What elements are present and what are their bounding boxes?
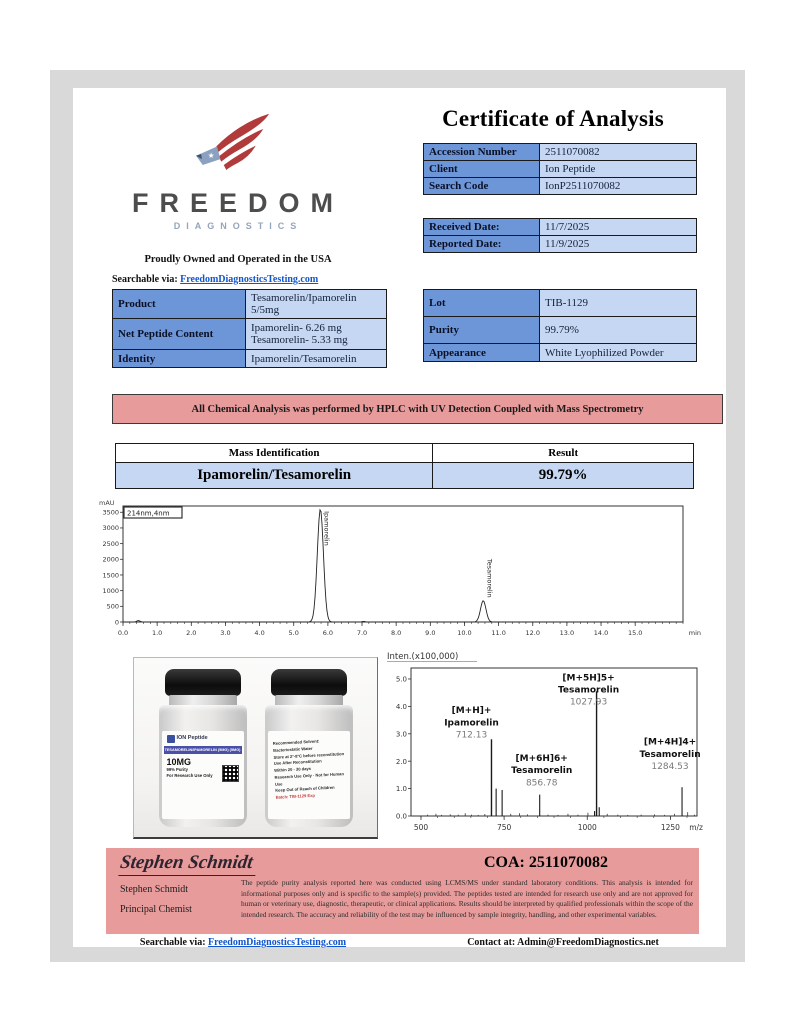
cell-value: Ipamorelin/Tesamorelin [116,462,433,488]
label-purity: 99% Purity [166,767,188,772]
label-brand-text: ION Peptide [176,735,208,742]
svg-text:0: 0 [114,618,119,627]
svg-text:712.13: 712.13 [455,730,488,741]
value-line: Ipamorelin- 6.26 mg [251,322,342,334]
table-row [424,316,696,343]
mass-identification-table [115,443,694,489]
svg-text:4.0: 4.0 [254,629,265,637]
disclaimer-text: The peptide purity analysis reported here was conducted using LCMS/MS under standard laboratory conditions. This analysis is intended for informational purposes only and is specific to the sample(s) provided. The peptides tested are intended for research use only and are not approved for human or veterinary use, diagnostic, therapeutic, or clinical applications. Results should be interpreted by qualified professionals within the scope of the intended research. The accuracy and reliability of the test may be influenced by sample integrity, handling, and other experimental variables. [241,878,693,919]
svg-text:1.0: 1.0 [395,785,407,794]
label-research-use: For Research Use Only [166,773,213,779]
svg-text:9.0: 9.0 [425,629,436,637]
label-dose: 10MG [166,757,192,767]
table-row [424,144,696,160]
vial-back-label [268,731,350,819]
label-line: Keep Out of Reach of Children [274,784,335,794]
signature-script: Stephen Schmidt [120,852,257,876]
svg-text:m/z: m/z [689,823,703,832]
hplc-chromatogram-svg [93,498,705,648]
cell-value: TIB-1129 [540,290,696,316]
brand-subtitle: DIAGNOSTICS [173,221,303,231]
cell-value: Ion Peptide [540,161,696,177]
table-row [424,177,696,194]
svg-text:10.0: 10.0 [457,629,472,637]
label-line: Use After Reconstitution [273,758,322,767]
brand-name: FREEDOM [132,188,344,218]
cell-label: Received Date: [424,219,540,235]
table-row [424,343,696,361]
cell-value [246,290,386,318]
svg-text:0.0: 0.0 [117,629,129,637]
svg-text:2.0: 2.0 [186,629,197,637]
svg-text:★: ★ [207,151,215,161]
svg-text:2.0: 2.0 [395,757,407,766]
svg-text:13.0: 13.0 [559,629,575,637]
value-line: Ipamorelin/Tesamorelin [251,352,357,365]
table-row [113,318,386,349]
svg-text:[M+4H]4+: [M+4H]4+ [643,737,697,748]
svg-text:7.0: 7.0 [356,629,368,637]
svg-text:min: min [688,629,701,637]
svg-text:Ipamorelin: Ipamorelin [322,511,331,546]
value-line: Tesamorelin/Ipamorelin [251,292,357,304]
footer-contact: Contact at: Admin@FreedomDiagnostics.net [467,937,659,948]
svg-text:1000: 1000 [102,586,119,595]
cell-label: Accession Number [424,144,540,160]
svg-text:8.0: 8.0 [390,629,402,637]
svg-text:14.0: 14.0 [593,629,609,637]
svg-text:Ipamorelin: Ipamorelin [444,718,499,729]
ion-peptide-logo-icon [167,735,175,743]
table-row [116,462,693,488]
svg-text:0.0: 0.0 [395,812,407,821]
cell-label: Client [424,161,540,177]
label-line: Store at 2°-8°C before reconstitution [272,750,344,760]
table-row [113,349,386,367]
cell-label: Search Code [424,178,540,194]
cell-value: 99.79% [433,462,693,488]
label-line: Recommended Solvent: [272,738,320,746]
tagline: Proudly Owned and Operated in the USA [144,254,332,265]
svg-text:Tesamorelin: Tesamorelin [639,749,701,760]
cell-value: 99.79% [540,317,696,343]
table-header-row [116,444,693,462]
svg-text:Tesamorelin: Tesamorelin [511,766,573,777]
table-row [424,235,696,252]
cell-value: 11/9/2025 [540,236,696,252]
dates-table [423,218,697,253]
cell-value [246,319,386,349]
signature-block [106,848,699,934]
label-line: Bacteriostatic Water [272,745,313,753]
svg-text:856.78: 856.78 [525,778,558,789]
footer-searchable [113,937,373,948]
svg-text:5.0: 5.0 [288,629,299,637]
product-table [112,289,387,368]
svg-text:mAU: mAU [99,499,115,507]
document-sheet [73,88,726,947]
label-product-band: TESAMORELIN/IPAMORELIN (5MG) (5MG) [164,748,241,752]
vial-cap [165,669,241,696]
svg-text:5.0: 5.0 [395,675,407,684]
cell-value: White Lyophilized Powder [540,344,696,361]
cell-value: 11/7/2025 [540,219,696,235]
table-row [424,219,696,235]
label-brand-row [162,731,244,745]
freedom-eagle-logo-icon [191,110,275,188]
accession-info-table [423,143,697,195]
cell-label: Identity [113,350,246,367]
svg-text:500: 500 [106,602,119,611]
cell-value: IonP2511070082 [540,178,696,194]
svg-text:11.0: 11.0 [491,629,506,637]
cell-value: 2511070082 [540,144,696,160]
svg-text:500: 500 [413,823,429,832]
label-batch-line: Batch: TIB-1129 Exp [274,792,315,800]
svg-text:Tesamorelin: Tesamorelin [557,685,620,696]
cell-label: Reported Date: [424,236,540,252]
vial-cap [271,669,347,696]
hplc-chromatogram-chart [93,498,705,648]
label-back-text [268,731,350,802]
signer-name: Stephen Schmidt [120,884,189,895]
svg-text:2500: 2500 [102,539,119,548]
svg-text:1284.53: 1284.53 [651,761,689,772]
svg-text:[M+5H]5+: [M+5H]5+ [562,673,615,684]
column-header: Mass Identification [116,444,433,462]
svg-text:1.0: 1.0 [151,629,163,637]
cell-label: Product [113,290,246,318]
svg-text:Tesamorelin: Tesamorelin [485,558,494,598]
svg-text:750: 750 [496,823,512,832]
mass-spectrum-svg [385,648,705,844]
cell-label: Purity [424,317,540,343]
value-line: 5/5mg [251,304,280,316]
value-line: Tesamorelin- 5.33 mg [251,334,348,346]
vial-front-label [162,731,244,819]
svg-text:1500: 1500 [102,571,119,580]
svg-text:Inten.(x100,000): Inten.(x100,000) [387,652,459,662]
coa-number: COA: 2511070082 [484,854,608,871]
svg-text:1027.93: 1027.93 [569,697,608,708]
cell-label: Lot [424,290,540,316]
product-vials-photo [133,657,378,839]
cell-label: Net Peptide Content [113,319,246,349]
vial-back [261,669,357,827]
cell-value [246,350,386,367]
svg-text:15.0: 15.0 [627,629,643,637]
footer-searchable-link[interactable]: FreedomDiagnosticsTesting.com [208,937,347,948]
svg-text:12.0: 12.0 [525,629,540,637]
searchable-line-top [112,274,432,285]
label-line: Research Use Only · Not for Human Use [273,770,344,787]
qr-code-icon [222,765,239,782]
svg-text:[M+6H]6+: [M+6H]6+ [515,754,568,765]
mass-spectrum-chart [385,648,705,844]
table-row [424,290,696,316]
svg-text:3.0: 3.0 [220,629,231,637]
vial-front [155,669,251,827]
svg-text:6.0: 6.0 [322,629,334,637]
page-title: Certificate of Analysis [442,106,664,131]
svg-text:3500: 3500 [102,508,119,517]
footer-searchable-prefix: Searchable via: [139,937,206,948]
svg-text:1000: 1000 [577,823,597,832]
table-row [113,290,386,318]
svg-text:3.0: 3.0 [395,730,407,739]
analysis-method-banner: All Chemical Analysis was performed by HPLC with UV Detection Coupled with Mass Spectrometry [112,394,723,424]
svg-text:2000: 2000 [102,555,119,564]
searchable-prefix: Searchable via: [112,274,178,285]
svg-text:1250: 1250 [660,823,680,832]
cell-label: Appearance [424,344,540,361]
table-row [424,160,696,177]
lot-table [423,289,697,362]
svg-text:4.0: 4.0 [395,702,407,711]
label-line: Within 20 - 30 days [273,765,311,773]
column-header: Result [433,444,693,462]
signer-role: Principal Chemist [120,904,192,915]
svg-text:[M+H]+: [M+H]+ [451,706,492,717]
svg-text:214nm,4nm: 214nm,4nm [127,509,170,518]
searchable-link-top[interactable]: FreedomDiagnosticsTesting.com [180,274,319,285]
svg-text:3000: 3000 [102,524,119,533]
